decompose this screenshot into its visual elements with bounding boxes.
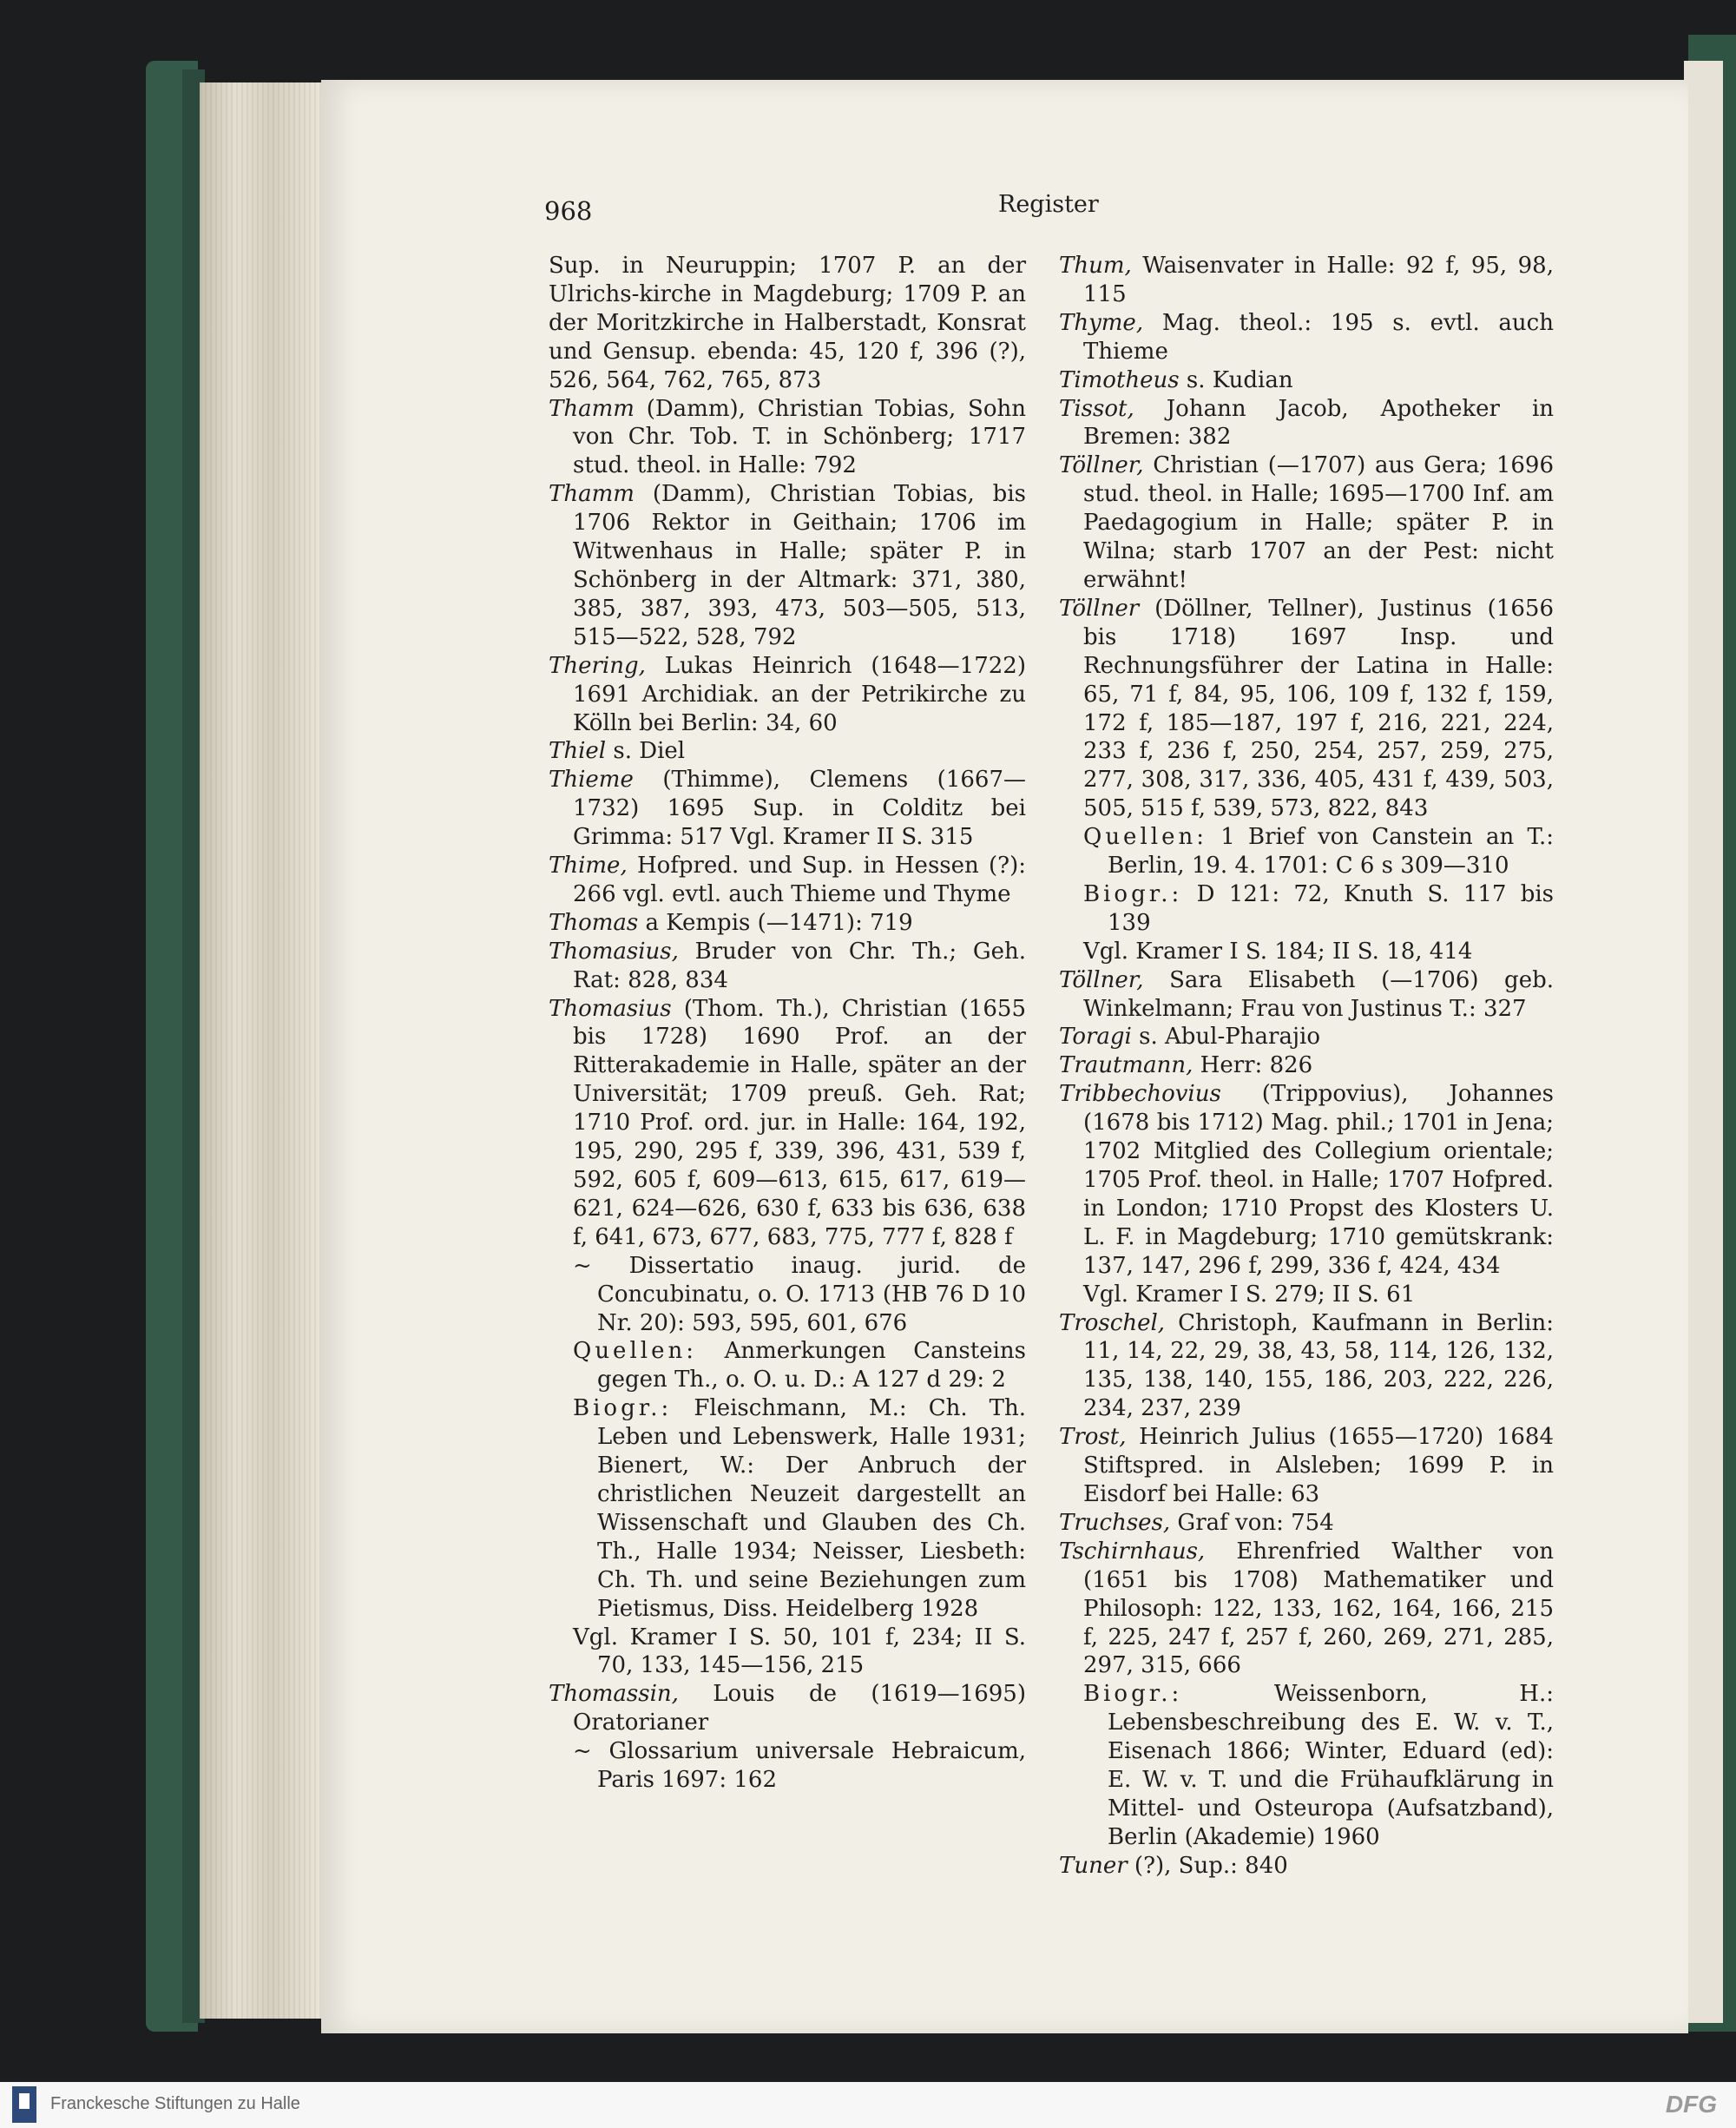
- entry-text: Christian (—1707) aus Gera; 1696 stud. theol. in Halle; 1695—1700 Inf. am Paedagogium in Halle; später P. in Wilna; starb 1707 an der Pest: nicht erwähnt!: [1083, 452, 1554, 593]
- left-column: [549, 252, 1026, 1795]
- index-subentry: [549, 1394, 1026, 1623]
- entry-text: s. Diel: [606, 738, 686, 765]
- entry-headword: Thomasius: [549, 995, 672, 1022]
- entry-text: s. Abul-Pharajio: [1131, 1024, 1320, 1051]
- entry-text: Hofpred. und Sup. in Hessen (?): 266 vgl. evtl. auch Thieme und Thyme: [573, 853, 1026, 907]
- entry-headword: Töllner: [1059, 595, 1140, 622]
- facing-page-edge: [1684, 61, 1723, 2023]
- entry-headword: Töllner,: [1059, 966, 1144, 993]
- entry-headword: Trautmann,: [1059, 1052, 1194, 1079]
- index-subentry: [1059, 880, 1554, 938]
- index-entry: [549, 852, 1026, 909]
- entry-text: Johann Jacob, Apotheker in Bremen: 382: [1083, 395, 1554, 451]
- entry-headword: Timotheus: [1059, 366, 1180, 393]
- entry-headword: Thomassin,: [549, 1681, 679, 1708]
- institution-name: Franckesche Stiftungen zu Halle: [50, 2094, 300, 2113]
- index-entry: [1059, 1309, 1554, 1424]
- entry-headword: Töllner,: [1059, 452, 1144, 479]
- index-entry: [549, 395, 1026, 481]
- institution-logo-icon: [12, 2086, 36, 2123]
- entry-text: Louis de (1619—1695) Oratorianer: [573, 1681, 1026, 1736]
- index-subentry: [1059, 938, 1554, 966]
- index-subentry: [1059, 823, 1554, 880]
- index-entry: [1059, 1852, 1554, 1881]
- entry-headword: Trost,: [1059, 1424, 1127, 1451]
- index-entry: [549, 995, 1026, 1252]
- index-entry: [549, 652, 1026, 738]
- subentry-text: Anmerkungen Cansteins gegen Th., o. O. u. D.: A 127 d 29: 2: [597, 1338, 1026, 1393]
- continuation-text: Sup. in Neuruppin; 1707 P. an der Ulrichs-kirche in Magdeburg; 1709 P. an der Moritzkirche in Halberstadt, Konsrat und Gensup. ebenda: 45, 120 f, 396 (?), 526, 564, 762, 765, 873: [549, 253, 1026, 393]
- index-entry: [1059, 1423, 1554, 1509]
- index-entry: [1059, 595, 1554, 823]
- entry-headword: Thyme,: [1059, 309, 1144, 336]
- index-entry: [1059, 252, 1554, 309]
- index-entry: [1059, 309, 1554, 366]
- entry-headword: Tuner: [1059, 1852, 1128, 1879]
- subentry-text: Vgl. Kramer I S. 279; II S. 61: [1083, 1281, 1416, 1308]
- index-subentry: [1059, 1281, 1554, 1309]
- entry-continuation: [549, 252, 1026, 395]
- entry-text: (?), Sup.: 840: [1127, 1852, 1288, 1879]
- index-entry: [1059, 1509, 1554, 1538]
- entry-text: Herr: 826: [1193, 1052, 1313, 1079]
- index-entry: [1059, 1051, 1554, 1080]
- viewer-footer: [0, 2082, 1736, 2128]
- index-subentry: [549, 1624, 1026, 1681]
- entry-headword: Thieme: [549, 767, 634, 794]
- index-entry: [1059, 395, 1554, 452]
- entry-text: (Thom. Th.), Christian (1655 bis 1728) 1690 Prof. an der Ritterakademie in Halle, später an der Universität; 1709 preuß. Geh. Rat; 1710 Prof. ord. jur. in Halle: 164, 192, 195, 290, 295 f, 339, 396, 431, 539 f, 592, 605 f, 609—613, 615, 617, 619—621, 624—626, 630 f, 633 bis 636, 638 f, 641, 673, 677, 683, 775, 777 f, 828 f: [573, 995, 1026, 1250]
- entry-text: (Döllner, Tellner), Justinus (1656 bis 1718) 1697 Insp. und Rechnungsführer der Latina in Halle: 65, 71 f, 84, 95, 106, 109 f, 132 f, 159, 172 f, 185—187, 197 f, 216, 221, 224, 233 f, 236 f, 250, 254, 257, 259, 275, 277, 308, 317, 336, 405, 431 f, 439, 503, 505, 515 f, 539, 573, 822, 843: [1083, 595, 1554, 822]
- entry-text: (Damm), Christian Tobias, bis 1706 Rektor in Geithain; 1706 im Witwenhaus in Halle; später P. in Schönberg in der Altmark: 371, 380, 385, 387, 393, 473, 503—505, 513, 515—522, 528, 792: [573, 481, 1026, 650]
- entry-headword: Thamm: [549, 481, 635, 508]
- index-entry: [549, 737, 1026, 766]
- entry-text: Ehrenfried Walther von (1651 bis 1708) Mathematiker und Philosoph: 122, 133, 162, 164, 166, 215 f, 225, 247 f, 257 f, 260, 269, 271, 285, 297, 315, 666: [1083, 1538, 1554, 1679]
- index-entry: [549, 766, 1026, 852]
- entry-headword: Tschirnhaus,: [1059, 1538, 1206, 1565]
- entry-headword: Thime,: [549, 853, 628, 880]
- entry-text: (Damm), Christian Tobias, Sohn von Chr. Tob. T. in Schönberg; 1717 stud. theol. in Halle: 792: [573, 395, 1026, 479]
- entry-headword: Tissot,: [1059, 395, 1134, 422]
- index-entry: [549, 1680, 1026, 1737]
- subentry-text: Fleischmann, M.: Ch. Th. Leben und Lebenswerk, Halle 1931; Bienert, W.: Der Anbruch der christlichen Neuzeit dargestellt an Wissenschaft und Glauben des Ch. Th., Halle 1934; Neisser, Liesbeth: Ch. Th. und seine Beziehungen zum Pietismus, Diss. Heidelberg 1928: [597, 1395, 1026, 1622]
- entry-headword: Thomas: [549, 909, 639, 936]
- subentry-text: Vgl. Kramer I S. 184; II S. 18, 414: [1083, 938, 1473, 965]
- entry-text: Waisenvater in Halle: 92 f, 95, 98, 115: [1083, 253, 1554, 307]
- subentry-text: ~ Glossarium universale Hebraicum, Paris 1697: 162: [573, 1738, 1026, 1794]
- index-entry: [1059, 1023, 1554, 1051]
- entry-text: Sara Elisabeth (—1706) geb. Winkelmann; Frau von Justinus T.: 327: [1083, 966, 1554, 1022]
- entry-text: Mag. theol.: 195 s. evtl. auch Thieme: [1083, 309, 1554, 365]
- entry-text: Lukas Heinrich (1648—1722) 1691 Archidiak. an der Petrikirche zu Kölln bei Berlin: 34, 60: [573, 652, 1026, 736]
- entry-text: Bruder von Chr. Th.; Geh. Rat: 828, 834: [573, 938, 1026, 993]
- entry-headword: Truchses,: [1059, 1509, 1171, 1536]
- running-head: Register: [998, 191, 1099, 218]
- subentry-text: ~ Dissertatio inaug. jurid. de Concubinatu, o. O. 1713 (HB 76 D 10 Nr. 20): 593, 595, 601, 676: [573, 1252, 1026, 1336]
- index-subentry: [549, 1337, 1026, 1394]
- entry-headword: Thiel: [549, 738, 607, 765]
- index-entry: [1059, 1080, 1554, 1280]
- entry-text: Heinrich Julius (1655—1720) 1684 Stiftspred. in Alsleben; 1699 P. in Eisdorf bei Halle: 63: [1083, 1424, 1554, 1507]
- subentry-label: Quellen:: [573, 1338, 697, 1365]
- subentry-text: 1 Brief von Canstein an T.: Berlin, 19. 4. 1701: C 6 s 309—310: [1108, 824, 1554, 880]
- subentry-text: D 121: 72, Knuth S. 117 bis 139: [1108, 880, 1554, 936]
- entry-headword: Troschel,: [1059, 1309, 1166, 1336]
- subentry-label: Quellen:: [1083, 824, 1207, 851]
- index-subentry: [1059, 1680, 1554, 1851]
- subentry-label: Biogr.:: [573, 1395, 673, 1422]
- index-subentry: [549, 1252, 1026, 1338]
- entry-headword: Thomasius,: [549, 938, 679, 965]
- entry-text: s. Kudian: [1179, 366, 1293, 393]
- index-entry: [1059, 366, 1554, 395]
- index-entry: [549, 480, 1026, 651]
- entry-text: (Trippovius), Johannes (1678 bis 1712) Mag. phil.; 1701 in Jena; 1702 Mitglied des Collegium orientale; 1705 Prof. theol. in Halle; 1707 Hofpred. in London; 1710 Propst des Klosters U. L. F. in Magdeburg; 1710 gemütskrank: 137, 147, 296 f, 299, 336 f, 424, 434: [1083, 1081, 1554, 1279]
- dfg-logo: DFG: [1665, 2091, 1717, 2118]
- subentry-text: Weissenborn, H.: Lebensbeschreibung des E. W. v. T., Eisenach 1866; Winter, Eduard (ed): E. W. v. T. und die Frühaufklärung in Mittel- und Osteuropa (Aufsatzband), Berlin (Akademie) 1960: [1108, 1681, 1554, 1850]
- entry-text: Christoph, Kaufmann in Berlin: 11, 14, 22, 29, 38, 43, 58, 114, 126, 132, 135, 138, 140, 155, 186, 203, 222, 226, 234, 237, 239: [1083, 1309, 1554, 1422]
- right-column: [1059, 252, 1554, 1881]
- entry-text: Graf von: 754: [1170, 1509, 1334, 1536]
- page-number: 968: [544, 196, 593, 226]
- subentry-label: Biogr.:: [1083, 880, 1183, 907]
- index-entry: [1059, 451, 1554, 595]
- entry-headword: Thering,: [549, 652, 646, 679]
- index-subentry: [549, 1737, 1026, 1795]
- subentry-label: Biogr.:: [1083, 1681, 1183, 1708]
- index-entry: [1059, 1538, 1554, 1681]
- entry-headword: Thum,: [1059, 253, 1132, 279]
- index-entry: [1059, 966, 1554, 1024]
- subentry-text: Vgl. Kramer I S. 50, 101 f, 234; II S. 70, 133, 145—156, 215: [573, 1624, 1026, 1679]
- entry-headword: Tribbechovius: [1059, 1081, 1221, 1108]
- entry-text: a Kempis (—1471): 719: [638, 909, 913, 936]
- entry-text: (Thimme), Clemens (1667—1732) 1695 Sup. in Colditz bei Grimma: 517 Vgl. Kramer II S. 315: [573, 767, 1026, 851]
- page-stack-lines: [200, 82, 321, 2019]
- entry-headword: Thamm: [549, 395, 635, 422]
- index-entry: [549, 938, 1026, 995]
- entry-headword: Toragi: [1059, 1024, 1132, 1051]
- index-entry: [549, 909, 1026, 938]
